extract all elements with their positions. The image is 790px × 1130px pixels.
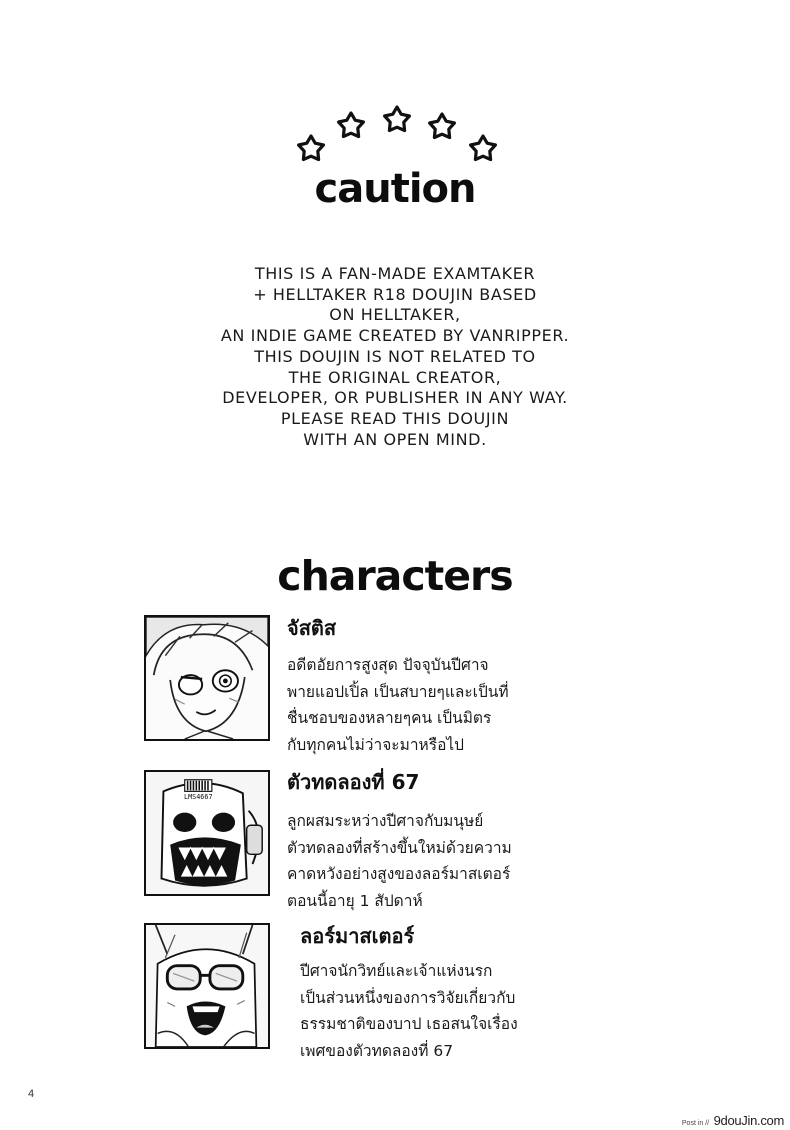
description-line: ธรรมชาติของบาป เธอสนใจเรื่อง	[300, 1015, 518, 1033]
character-entry	[300, 920, 518, 1064]
notice-line: PLEASE READ THIS DOUJIN	[280, 408, 510, 428]
description-line: ลูกผสมระหว่างปีศาจกับมนุษย์	[287, 812, 484, 830]
description-line: พายแอปเปิ้ล เป็นสบายๆและเป็นที่	[287, 682, 509, 701]
star-icon	[299, 136, 324, 160]
description-line: ชื่นชอบของหลายๆคน เป็นมิตร	[287, 709, 492, 727]
description-line: เป็นส่วนหนึ่งของการวิจัยเกี่ยวกับ	[300, 988, 516, 1007]
notice-line: AN INDIE GAME CREATED BY VANRIPPER.	[220, 326, 570, 346]
watermark	[682, 1112, 784, 1130]
description-line: ตัวทดลองที่สร้างขึ้นใหม่ด้วยความ	[287, 838, 512, 857]
character-name: ตัวทดลองที่ 67	[287, 770, 420, 794]
description-line: อดีตอัยการสูงสุด ปัจจุบันปีศาจ	[287, 656, 489, 674]
character-description	[300, 958, 518, 1064]
star-icon	[471, 136, 496, 160]
notice-line: THE ORIGINAL CREATOR,	[288, 367, 502, 387]
barcode-label: LMS4667	[184, 793, 213, 802]
portrait-justice	[144, 615, 270, 741]
portrait-loremaster	[144, 923, 270, 1049]
portrait-subject-67	[144, 770, 270, 896]
notice-line: ON HELLTAKER,	[329, 305, 461, 325]
character-name: จัสติส	[287, 616, 337, 640]
notice-line: THIS DOUJIN IS NOT RELATED TO	[254, 346, 536, 366]
watermark-site: 9douJin.com	[713, 1113, 784, 1128]
character-name: ลอร์มาสเตอร์	[300, 924, 415, 948]
caution-notice	[0, 264, 790, 450]
description-line: เพศของตัวทดลองที่ 67	[300, 1041, 454, 1060]
notice-line: + HELLTAKER R18 DOUJIN BASED	[253, 284, 537, 304]
character-description	[287, 652, 509, 758]
notice-line: DEVELOPER, OR PUBLISHER IN ANY WAY.	[222, 388, 568, 408]
caution-title: caution	[314, 166, 476, 212]
notice-line: WITH AN OPEN MIND.	[303, 429, 487, 449]
description-line: กับทุกคนไม่ว่าจะมาหรือไป	[287, 735, 465, 754]
star-icon	[339, 113, 364, 137]
star-icon	[385, 107, 410, 131]
notice-line: THIS IS A FAN-MADE EXAMTAKER	[254, 264, 536, 283]
character-entry	[287, 612, 509, 758]
character-description	[287, 808, 512, 914]
description-line: คาดหวังอย่างสูงของลอร์มาสเตอร์	[287, 865, 511, 883]
description-line: ตอนนี้อายุ 1 สัปดาห์	[287, 891, 423, 910]
star-icon	[430, 114, 455, 138]
page-number: 4	[28, 1088, 35, 1100]
character-entry	[287, 766, 512, 914]
characters-title: characters	[277, 552, 513, 600]
description-line: ปีศาจนักวิทย์และเจ้าแห่งนรก	[300, 962, 493, 980]
watermark-prefix: Post in //	[681, 1120, 710, 1127]
